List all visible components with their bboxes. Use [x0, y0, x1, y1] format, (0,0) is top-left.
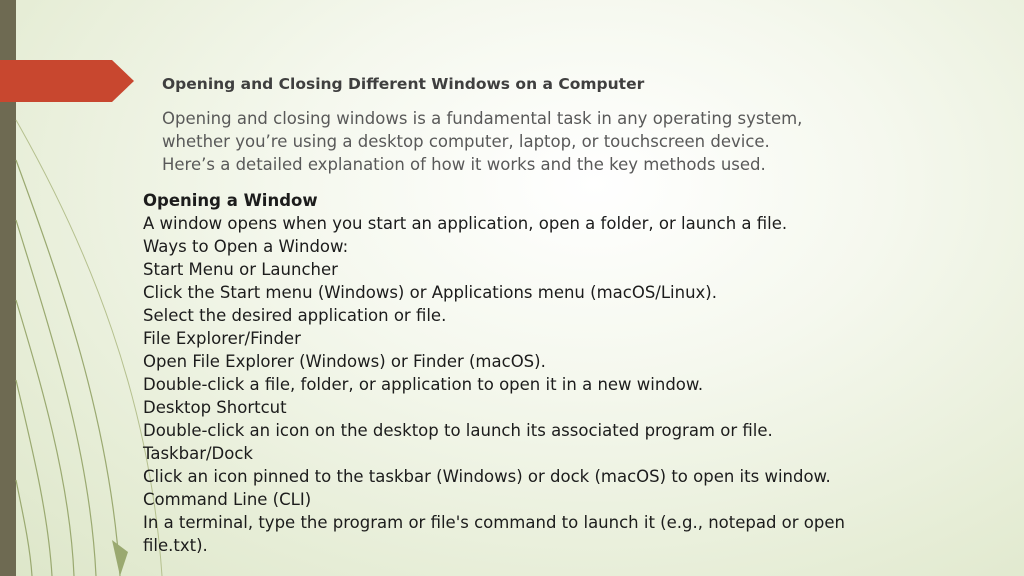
content-body: [143, 189, 1013, 557]
content-line: Start Menu or Launcher: [143, 260, 338, 279]
content-line: Command Line (CLI): [143, 490, 312, 509]
content-line: A window opens when you start an application, open a folder, or launch a file.: [143, 214, 788, 233]
content-line: Double-click a file, folder, or application to open it in a new window.: [143, 375, 704, 394]
content-line: Taskbar/Dock: [143, 444, 253, 463]
content-line: Click the Start menu (Windows) or Applications menu (macOS/Linux).: [143, 283, 717, 302]
content-line: Click an icon pinned to the taskbar (Windows) or dock (macOS) to open its window.: [143, 467, 831, 486]
content-line: Double-click an icon on the desktop to launch its associated program or file.: [143, 421, 773, 440]
intro-line: Here’s a detailed explanation of how it works and the key methods used.: [162, 155, 766, 174]
content-line: Select the desired application or file.: [143, 306, 447, 325]
intro-line: whether you’re using a desktop computer, laptop, or touchscreen device.: [162, 132, 770, 151]
section-heading: Opening a Window: [143, 191, 318, 210]
content-line: In a terminal, type the program or file's command to launch it (e.g., notepad or open: [143, 513, 845, 532]
content-line: Desktop Shortcut: [143, 398, 287, 417]
content-line: Ways to Open a Window:: [143, 237, 349, 256]
slide-title: Opening and Closing Different Windows on a Computer: [162, 75, 645, 93]
content-line: file.txt).: [143, 536, 208, 555]
red-arrow-banner: [0, 60, 134, 102]
intro-line: Opening and closing windows is a fundamental task in any operating system,: [162, 109, 803, 128]
content-line: File Explorer/Finder: [143, 329, 301, 348]
intro-paragraph: [162, 107, 982, 176]
content-line: Open File Explorer (Windows) or Finder (macOS).: [143, 352, 546, 371]
